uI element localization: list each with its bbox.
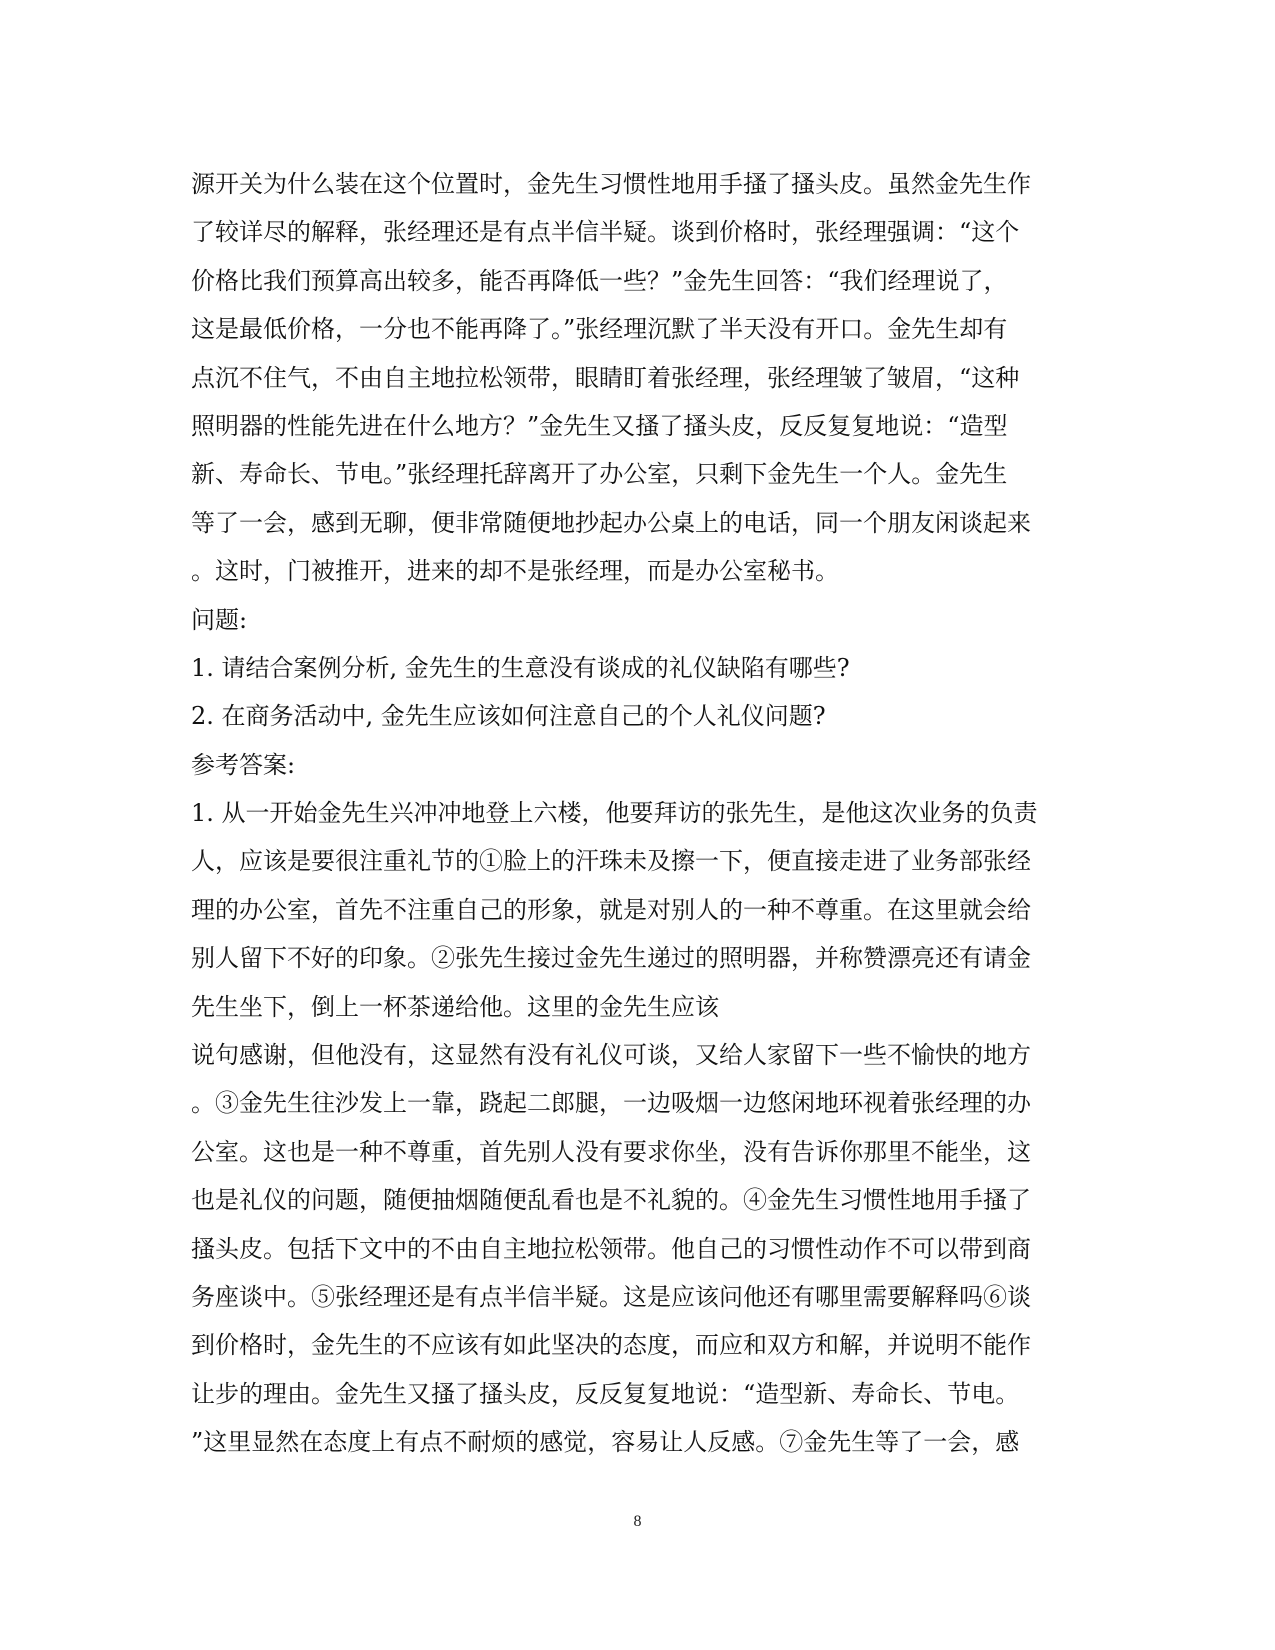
text-line: 了较详尽的解释，张经理还是有点半信半疑。谈到价格时，张经理强调：“这个 — [191, 218, 1020, 247]
section-heading-answers: 参考答案: — [191, 750, 296, 779]
text-line: 点沉不住气，不由自主地拉松领带，眼睛盯着张经理，张经理皱了皱眉，“这种 — [191, 363, 1020, 392]
text-line: 照明器的性能先进在什么地方？”金先生又搔了搔头皮，反反复复地说：“造型 — [191, 411, 1008, 440]
answer-line: 搔头皮。包括下文中的不由自主地拉松领带。他自己的习惯性动作不可以带到商 — [191, 1234, 1031, 1263]
question-1: 1. 请结合案例分析, 金先生的生意没有谈成的礼仪缺陷有哪些? — [191, 653, 850, 682]
answer-line: 到价格时，金先生的不应该有如此坚决的态度，而应和双方和解，并说明不能作 — [191, 1331, 1031, 1360]
text-line: 源开关为什么装在这个位置时，金先生习惯性地用手搔了搔头皮。虽然金先生作 — [191, 170, 1031, 198]
answer-line: 1. 从一开始金先生兴冲冲地登上六楼，他要拜访的张先生，是他这次业务的负责 — [191, 799, 1038, 828]
answer-line: ”这里显然在态度上有点不耐烦的感觉，容易让人反感。⑦金先生等了一会，感 — [191, 1428, 1020, 1457]
answer-line: 公室。这也是一种不尊重，首先别人没有要求你坐，没有告诉你那里不能坐，这 — [191, 1137, 1031, 1166]
text-line: 价格比我们预算高出较多，能否再降低一些？”金先生回答：“我们经理说了， — [191, 266, 1008, 295]
document-body — [191, 160, 1091, 1467]
answer-line: 理的办公室，首先不注重自己的形象，就是对别人的一种不尊重。在这里就会给 — [191, 895, 1031, 924]
answer-line: 先生坐下，倒上一杯茶递给他。这里的金先生应该 — [191, 992, 719, 1021]
text-line: 等了一会，感到无聊，便非常随便地抄起办公桌上的电话，同一个朋友闲谈起来 — [191, 508, 1031, 537]
answer-line: 说句感谢，但他没有，这显然有没有礼仪可谈，又给人家留下一些不愉快的地方 — [191, 1041, 1031, 1070]
question-2: 2. 在商务活动中, 金先生应该如何注意自己的个人礼仪问题? — [191, 702, 826, 731]
answer-line: 人，应该是要很注重礼节的①脸上的汗珠未及擦一下，便直接走进了业务部张经 — [191, 847, 1031, 876]
answer-line: 也是礼仪的问题，随便抽烟随便乱看也是不礼貌的。④金先生习惯性地用手搔了 — [191, 1186, 1031, 1215]
text-line: 。这时，门被推开，进来的却不是张经理，而是办公室秘书。 — [191, 557, 839, 586]
answer-line: 。③金先生往沙发上一靠，跷起二郎腿，一边吸烟一边悠闲地环视着张经理的办 — [191, 1089, 1031, 1118]
section-heading-questions: 问题: — [191, 605, 248, 634]
answer-line: 务座谈中。⑤张经理还是有点半信半疑。这是应该问他还有哪里需要解释吗⑥谈 — [191, 1282, 1031, 1311]
text-line: 新、寿命长、节电。”张经理托辞离开了办公室，只剩下金先生一个人。金先生 — [191, 460, 1008, 489]
text-line: 这是最低价格，一分也不能再降了。”张经理沉默了半天没有开口。金先生却有 — [191, 315, 1008, 344]
page-number: 8 — [633, 1513, 642, 1530]
answer-line: 别人留下不好的印象。②张先生接过金先生递过的照明器，并称赞漂亮还有请金 — [191, 944, 1031, 973]
answer-line: 让步的理由。金先生又搔了搔头皮，反反复复地说：“造型新、寿命长、节电。 — [191, 1379, 1020, 1408]
